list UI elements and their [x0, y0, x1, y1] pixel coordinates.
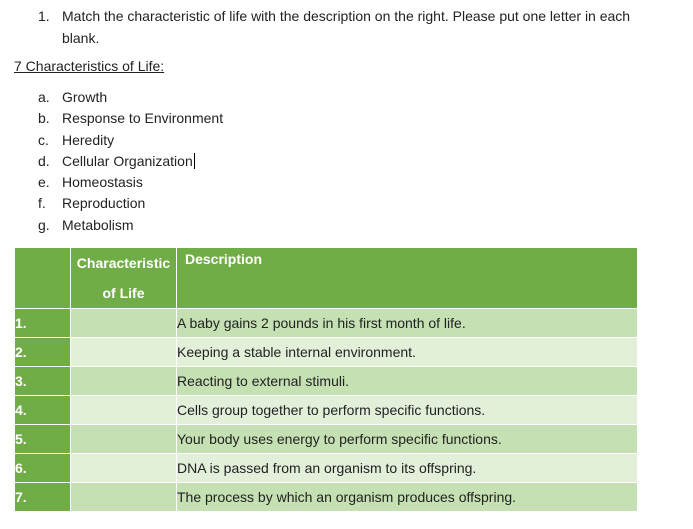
description-cell: Cells group together to perform specific functions.: [177, 396, 638, 425]
table-row: [15, 483, 638, 512]
answer-cell[interactable]: [71, 425, 177, 454]
characteristic-label: Reproduction: [62, 195, 146, 212]
table-row: [15, 367, 638, 396]
row-number: 6.: [15, 454, 71, 483]
answer-cell[interactable]: [71, 483, 177, 512]
matching-table: [14, 247, 638, 512]
row-number: 4.: [15, 396, 71, 425]
table-row: [15, 454, 638, 483]
row-number: 3.: [15, 367, 71, 396]
description-cell: The process by which an organism produces offspring.: [177, 483, 638, 512]
question-number: 1.: [38, 8, 50, 24]
text-cursor: [194, 153, 195, 169]
question-text: Match the characteristic of life with the description on the right. Please put one letter in each blank.: [62, 8, 631, 46]
characteristic-label: Response to Environment: [62, 110, 224, 127]
header-number: [15, 248, 71, 309]
answer-cell[interactable]: [71, 454, 177, 483]
table-row: [15, 396, 638, 425]
characteristic-label[interactable]: Cellular Organization: [62, 152, 193, 169]
table-row: [15, 338, 638, 367]
answer-cell[interactable]: [71, 367, 177, 396]
description-cell: Reacting to external stimuli.: [177, 367, 638, 396]
description-cell: DNA is passed from an organism to its offspring.: [177, 454, 638, 483]
table-row: [15, 309, 638, 338]
description-cell: Your body uses energy to perform specific functions.: [177, 425, 638, 454]
section-heading: 7 Characteristics of Life:: [14, 58, 165, 74]
row-number: 1.: [15, 309, 71, 338]
characteristic-label: Growth: [62, 89, 108, 105]
table-row: [15, 425, 638, 454]
answer-cell[interactable]: [71, 396, 177, 425]
description-cell: A baby gains 2 pounds in his first month of life.: [177, 309, 638, 338]
row-number: 2.: [15, 338, 71, 367]
characteristic-label: Heredity: [62, 131, 115, 148]
description-cell: Keeping a stable internal environment.: [177, 338, 638, 367]
characteristic-label: Metabolism: [62, 216, 134, 233]
row-number: 7.: [15, 483, 71, 512]
table-header-row: [15, 248, 638, 309]
header-description: Description: [177, 248, 638, 309]
header-characteristic: Characteristic of Life: [71, 248, 177, 309]
characteristic-label: Homeostasis: [62, 174, 143, 191]
answer-cell[interactable]: [71, 309, 177, 338]
row-number: 5.: [15, 425, 71, 454]
answer-cell[interactable]: [71, 338, 177, 367]
